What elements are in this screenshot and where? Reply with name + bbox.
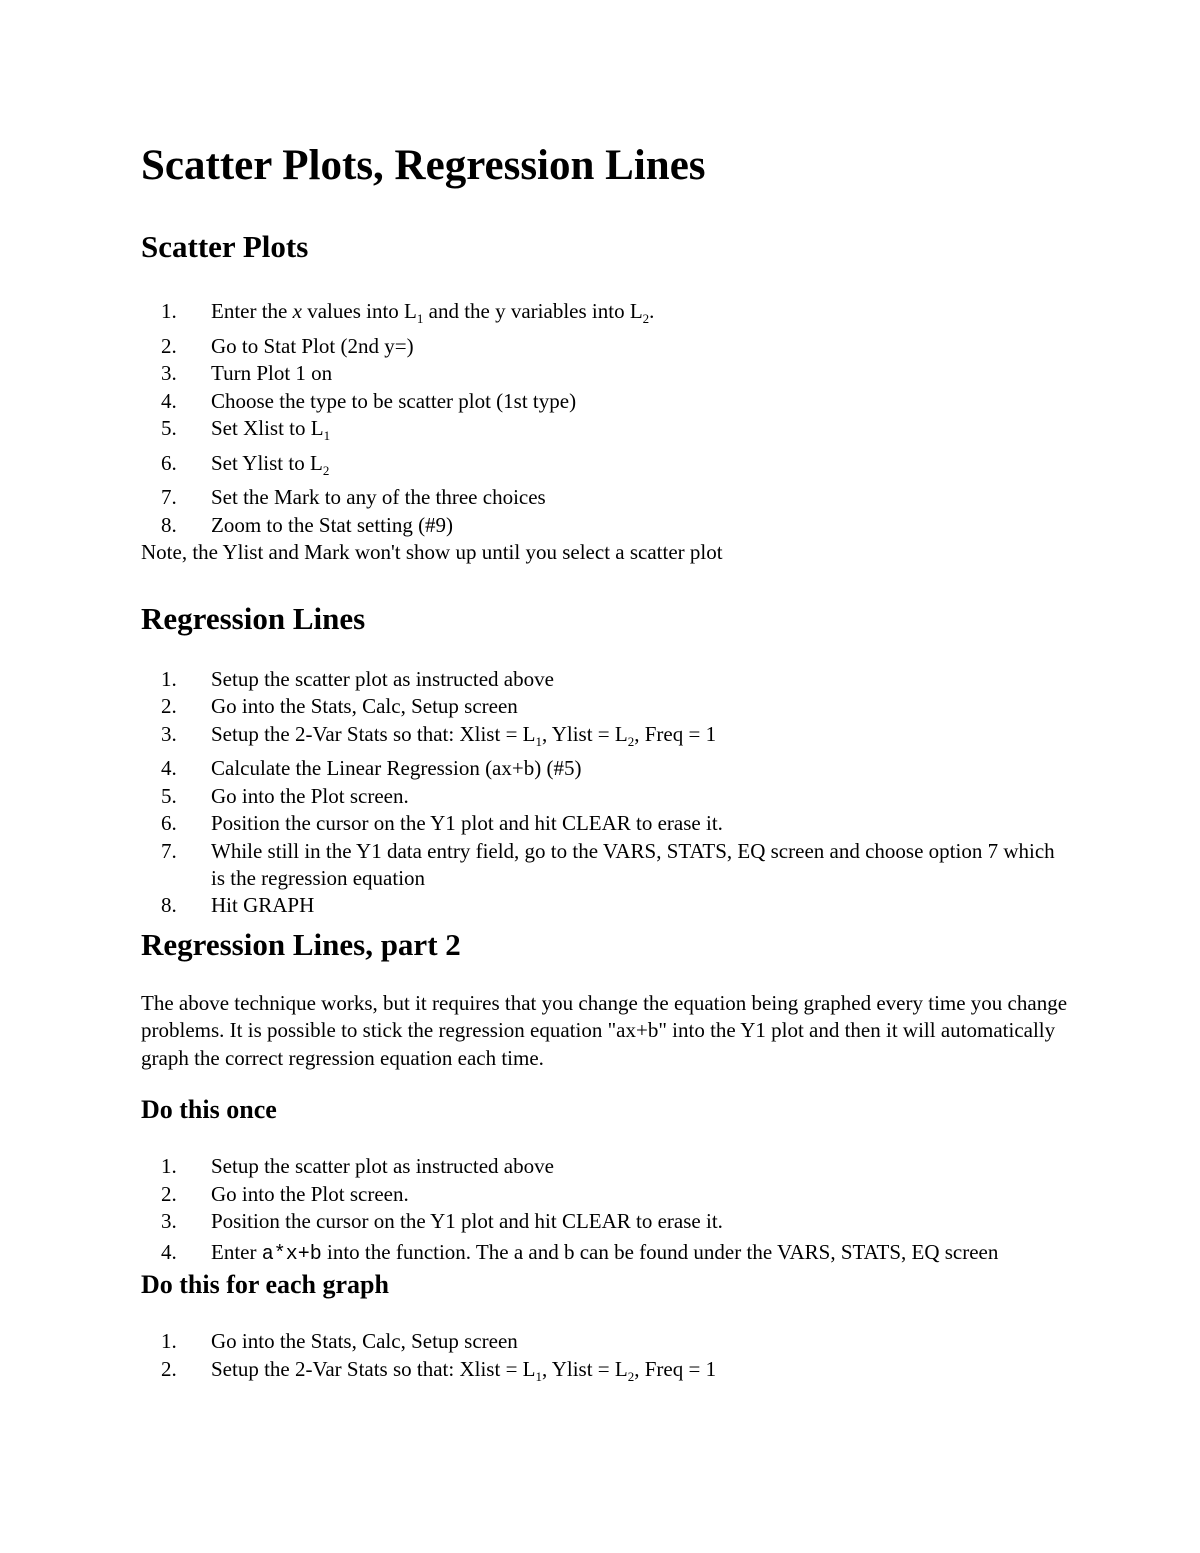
list-item: 2. Go into the Stats, Calc, Setup screen (161, 694, 518, 719)
list-item: 4. Enter a*x+b into the function. The a and b can be found under the VARS, STATS, EQ screen (161, 1239, 999, 1266)
scatter-note: Note, the Ylist and Mark won't show up until you select a scatter plot (141, 540, 723, 565)
document-page (141, 142, 1071, 1390)
list-item: 1. Setup the scatter plot as instructed above (161, 666, 554, 691)
list-item: 5. Set Xlist to $L_1$ (161, 416, 331, 444)
code-snippet: a*x+b (261, 1242, 322, 1266)
list-item: 6. Position the cursor on the Y1 plot and hit CLEAR to erase it. (161, 811, 723, 836)
section-heading-scatter: Scatter Plots (141, 229, 309, 265)
list-item: 1. Enter the x values into $L_1$ and the y variables into $L_2$. (161, 299, 655, 327)
list-item: 1. Go into the Stats, Calc, Setup screen (161, 1329, 518, 1354)
once-steps-list (141, 1153, 1071, 1268)
list-item: 8. Hit GRAPH (161, 893, 315, 918)
page-title: Scatter Plots, Regression Lines (141, 142, 706, 189)
subheading-do-this-once: Do this once (141, 1095, 277, 1125)
list-item: 5. Go into the Plot screen. (161, 783, 409, 808)
list-item: 7. While still in the Y1 data entry field, go to the VARS, STATS, EQ screen and choose option 7 which is the regression equation (161, 838, 1055, 890)
list-item: 3. Position the cursor on the Y1 plot and hit CLEAR to erase it. (161, 1209, 723, 1234)
section-heading-regression: Regression Lines (141, 600, 366, 636)
list-item: 7. Set the Mark to any of the three choices (161, 485, 546, 510)
list-item: 2. Go to Stat Plot (2nd y=) (161, 334, 414, 359)
scatter-steps-list (141, 298, 1071, 539)
list-item: 2. Setup the 2-Var Stats so that: Xlist = $L_1$, Ylist = $L_2$, Freq = 1 (161, 1356, 717, 1384)
list-item: 8. Zoom to the Stat setting (#9) (161, 512, 454, 537)
list-item: 3. Setup the 2-Var Stats so that: Xlist = $L_1$, Ylist = $L_2$, Freq = 1 (161, 721, 717, 749)
subheading-do-this-for-each-graph: Do this for each graph (141, 1269, 389, 1299)
list-item: 3. Turn Plot 1 on (161, 361, 333, 386)
list-item: 4. Choose the type to be scatter plot (1st type) (161, 388, 577, 413)
each-steps-list (141, 1328, 1071, 1390)
list-item: 6. Set Ylist to $L_2$ (161, 450, 330, 479)
list-item: 4. Calculate the Linear Regression (ax+b) (#5) (161, 756, 582, 781)
regression-steps-list (141, 666, 1071, 920)
list-item: 2. Go into the Plot screen. (161, 1181, 409, 1206)
list-item: 1. Setup the scatter plot as instructed above (161, 1154, 554, 1179)
part2-intro: The above technique works, but it requires that you change the equation being graphed every time you change problems. It is possible to stick the regression equation "ax+b" into the Y1 plot and then it will automatically graph the correct regression equation each time. (141, 990, 1068, 1070)
section-heading-regression-part2: Regression Lines, part 2 (141, 926, 461, 962)
